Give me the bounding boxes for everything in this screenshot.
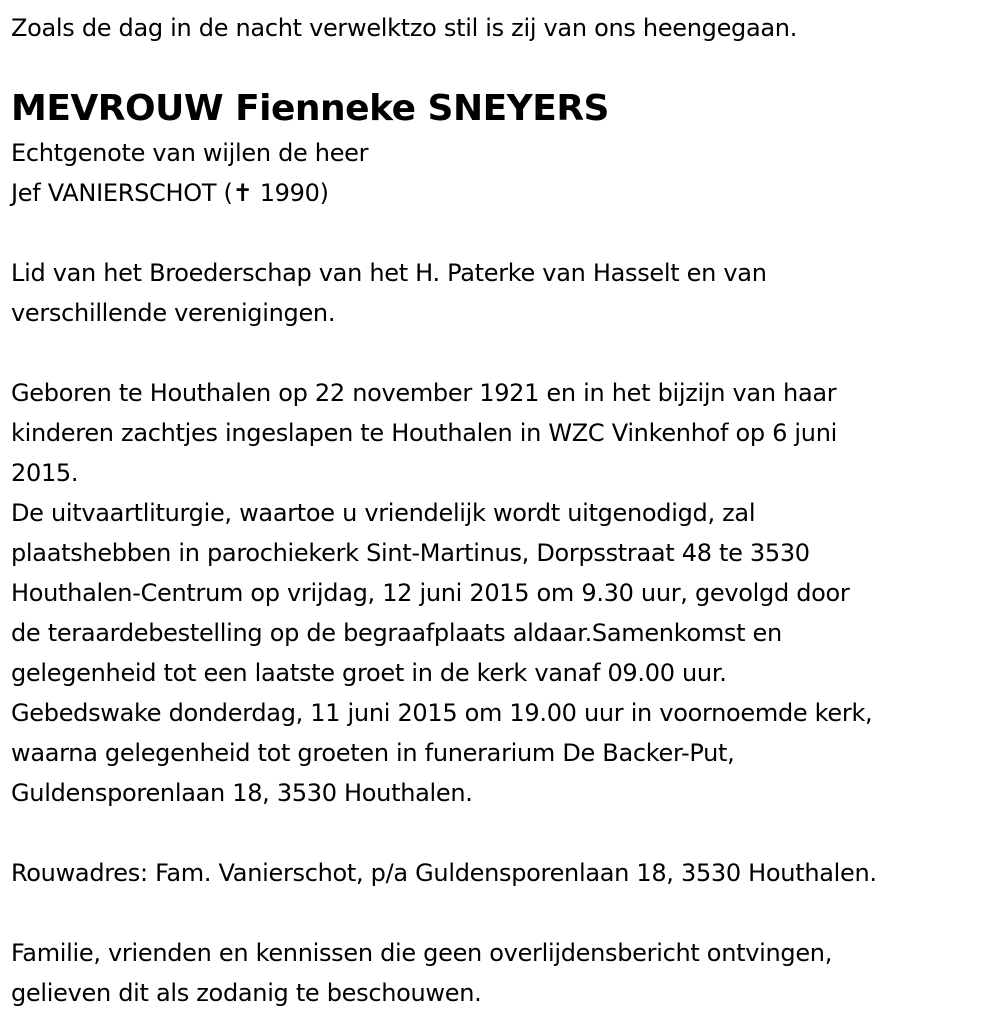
spacer [11,333,991,373]
text-line: Gebedswake donderdag, 11 juni 2015 om 19.00 uur in voornoemde kerk, [11,699,873,727]
details-paragraph [11,373,991,813]
text-line: plaatshebben in parochiekerk Sint-Martinus, Dorpsstraat 48 te 3530 [11,539,810,567]
text-line: Lid van het Broederschap van het H. Paterke van Hasselt en van [11,259,767,287]
deceased-name: MEVROUW Fienneke SNEYERS [11,88,609,129]
spacer [11,213,991,253]
spacer [11,813,991,853]
text-line: verschillende verenigingen. [11,299,336,327]
text-line: gelegenheid tot een laatste groet in de kerk vanaf 09.00 uur. [11,659,727,687]
text-line: Houthalen-Centrum op vrijdag, 12 juni 2015 om 9.30 uur, gevolgd door [11,579,850,607]
text-line: waarna gelegenheid tot groeten in funerarium De Backer-Put, [11,739,735,767]
text-line: Familie, vrienden en kennissen die geen overlijdensbericht ontvingen, [11,939,833,967]
intro-text: Zoals de dag in de nacht verwelktzo stil is zij van ons heengegaan. [11,14,798,42]
text-line: 2015. [11,459,79,487]
text-line: de teraardebestelling op de begraafplaats aldaar.Samenkomst en [11,619,782,647]
text-line: De uitvaartliturgie, waartoe u vriendelijk wordt uitgenodigd, zal [11,499,756,527]
text-line: Guldensporenlaan 18, 3530 Houthalen. [11,779,473,807]
mourning-address: Rouwadres: Fam. Vanierschot, p/a Guldensporenlaan 18, 3530 Houthalen. [11,859,877,887]
spouse-line-2: Jef VANIERSCHOT (✝ 1990) [11,179,329,207]
closing-paragraph [11,933,991,1013]
obituary-notice [11,8,991,1013]
text-line: Geboren te Houthalen op 22 november 1921 en in het bijzijn van haar [11,379,837,407]
membership-paragraph [11,253,991,333]
spouse-line-1: Echtgenote van wijlen de heer [11,139,369,167]
text-line: gelieven dit als zodanig te beschouwen. [11,979,482,1007]
spacer [11,893,991,933]
text-line: kinderen zachtjes ingeslapen te Houthalen in WZC Vinkenhof op 6 juni [11,419,837,447]
